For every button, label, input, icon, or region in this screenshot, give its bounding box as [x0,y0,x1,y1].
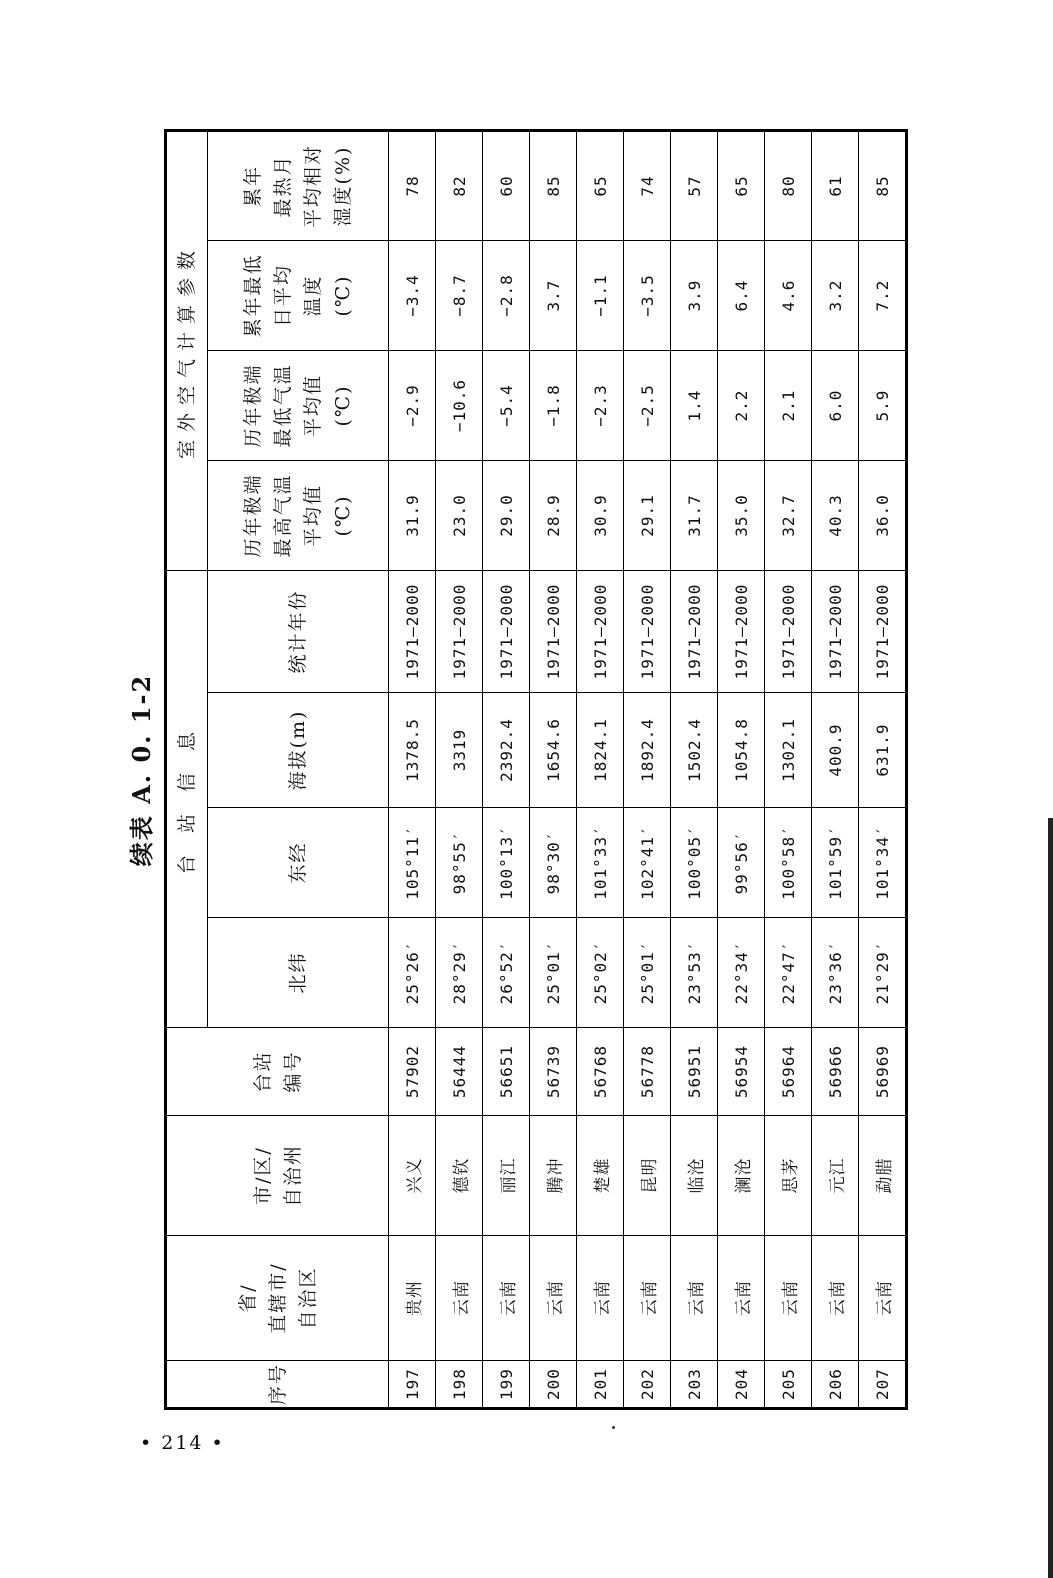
cell-city: 思茅 [765,1116,812,1236]
cell-tmin: −10.6 [436,351,483,461]
cell-longitude: 98°55′ [436,808,483,918]
cell-tmax: 32.7 [765,461,812,571]
cell-tmin: 1.4 [671,351,718,461]
cell-seq: 202 [624,1361,671,1409]
cell-tmin-daily: −8.7 [436,241,483,351]
cell-tmin-daily: 7.2 [859,241,907,351]
cell-station-id: 56444 [436,1028,483,1116]
cell-station-id: 56651 [483,1028,530,1116]
cell-longitude: 100°58′ [765,808,812,918]
header-province: 省/ 直辖市/ 自治区 [166,1236,389,1361]
table-row [530,131,577,1409]
cell-province: 云南 [530,1236,577,1361]
cell-longitude: 100°05′ [671,808,718,918]
cell-altitude: 1302.1 [765,693,812,808]
cell-tmax: 31.7 [671,461,718,571]
cell-longitude: 102°41′ [624,808,671,918]
cell-latitude: 28°29′ [436,918,483,1028]
table-title: 续表 A. 0. 1-2 [127,673,156,867]
cell-tmax: 40.3 [812,461,859,571]
cell-years: 1971—2000 [577,571,624,693]
cell-humidity: 85 [859,131,907,241]
cell-humidity: 57 [671,131,718,241]
cell-latitude: 23°53′ [671,918,718,1028]
cell-province: 云南 [718,1236,765,1361]
cell-latitude: 22°34′ [718,918,765,1028]
cell-tmax: 29.0 [483,461,530,571]
cell-years: 1971—2000 [483,571,530,693]
cell-years: 1971—2000 [389,571,436,693]
cell-tmin-daily: 6.4 [718,241,765,351]
cell-tmin: 2.2 [718,351,765,461]
cell-station-id: 56739 [530,1028,577,1116]
cell-altitude: 1054.8 [718,693,765,808]
cell-province: 云南 [577,1236,624,1361]
cell-humidity: 80 [765,131,812,241]
cell-province: 云南 [483,1236,530,1361]
cell-latitude: 23°36′ [812,918,859,1028]
cell-latitude: 25°26′ [389,918,436,1028]
cell-humidity: 61 [812,131,859,241]
cell-seq: 206 [812,1361,859,1409]
cell-longitude: 105°11′ [389,808,436,918]
cell-humidity: 60 [483,131,530,241]
cell-province: 云南 [812,1236,859,1361]
cell-tmin: −2.3 [577,351,624,461]
table-row [812,131,859,1409]
page-number: • 214 • [140,1432,225,1454]
cell-years: 1971—2000 [765,571,812,693]
cell-tmin-daily: 4.6 [765,241,812,351]
cell-city: 德钦 [436,1116,483,1236]
cell-province: 云南 [436,1236,483,1361]
header-altitude: 海拔(m) [208,693,389,808]
cell-tmax: 35.0 [718,461,765,571]
cell-station-id: 56778 [624,1028,671,1116]
cell-latitude: 25°01′ [624,918,671,1028]
table-row [436,131,483,1409]
cell-longitude: 101°33′ [577,808,624,918]
cell-latitude: 26°52′ [483,918,530,1028]
cell-tmin: −2.9 [389,351,436,461]
cell-tmin-daily: −2.8 [483,241,530,351]
cell-altitude: 1654.6 [530,693,577,808]
cell-seq: 200 [530,1361,577,1409]
cell-station-id: 56954 [718,1028,765,1116]
cell-longitude: 99°56′ [718,808,765,918]
cell-tmin-daily: −3.4 [389,241,436,351]
cell-latitude: 25°01′ [530,918,577,1028]
table-row [671,131,718,1409]
table-row [577,131,624,1409]
cell-years: 1971—2000 [718,571,765,693]
cell-years: 1971—2000 [812,571,859,693]
cell-tmin-daily: −1.1 [577,241,624,351]
cell-humidity: 74 [624,131,671,241]
cell-city: 腾冲 [530,1116,577,1236]
cell-tmax: 29.1 [624,461,671,571]
print-dot [612,1426,615,1429]
cell-city: 临沧 [671,1116,718,1236]
header-longitude: 东经 [208,808,389,918]
cell-tmax: 36.0 [859,461,907,571]
cell-seq: 198 [436,1361,483,1409]
cell-seq: 199 [483,1361,530,1409]
cell-years: 1971—2000 [671,571,718,693]
cell-station-id: 57902 [389,1028,436,1116]
cell-province: 云南 [671,1236,718,1361]
table-row [624,131,671,1409]
table-row [765,131,812,1409]
cell-altitude: 3319 [436,693,483,808]
table-row [483,131,530,1409]
header-humidity: 累年 最热月 平均相对 湿度(%) [208,131,389,241]
header-outdoor-params: 室外空气计算参数 [166,131,208,571]
header-station-id: 台站 编号 [166,1028,389,1116]
cell-tmin: −5.4 [483,351,530,461]
cell-altitude: 1502.4 [671,693,718,808]
cell-province: 云南 [859,1236,907,1361]
table-row [718,131,765,1409]
cell-tmin-daily: 3.7 [530,241,577,351]
cell-seq: 204 [718,1361,765,1409]
cell-altitude: 1892.4 [624,693,671,808]
cell-altitude: 1824.1 [577,693,624,808]
cell-station-id: 56951 [671,1028,718,1116]
header-station-info: 台 站 信 息 [166,571,208,1028]
cell-altitude: 1378.5 [389,693,436,808]
cell-tmax: 23.0 [436,461,483,571]
rotated-page [118,120,938,1420]
climate-table [164,129,908,1410]
cell-city: 勐腊 [859,1116,907,1236]
header-latitude: 北纬 [208,918,389,1028]
header-city: 市/区/ 自治州 [166,1116,389,1236]
page-edge-rule [1048,818,1053,1578]
header-years: 统计年份 [208,571,389,693]
header-tmin-daily: 累年最低 日平均 温度 (℃) [208,241,389,351]
cell-station-id: 56768 [577,1028,624,1116]
cell-years: 1971—2000 [624,571,671,693]
cell-altitude: 631.9 [859,693,907,808]
cell-latitude: 22°47′ [765,918,812,1028]
cell-years: 1971—2000 [530,571,577,693]
table-row [859,131,907,1409]
cell-latitude: 25°02′ [577,918,624,1028]
cell-years: 1971—2000 [859,571,907,693]
cell-seq: 197 [389,1361,436,1409]
cell-altitude: 400.9 [812,693,859,808]
cell-longitude: 101°59′ [812,808,859,918]
cell-city: 澜沧 [718,1116,765,1236]
cell-years: 1971—2000 [436,571,483,693]
cell-longitude: 98°30′ [530,808,577,918]
cell-province: 云南 [624,1236,671,1361]
cell-longitude: 101°34′ [859,808,907,918]
cell-humidity: 65 [718,131,765,241]
cell-city: 楚雄 [577,1116,624,1236]
cell-altitude: 2392.4 [483,693,530,808]
cell-latitude: 21°29′ [859,918,907,1028]
cell-station-id: 56966 [812,1028,859,1116]
cell-tmax: 30.9 [577,461,624,571]
cell-city: 兴义 [389,1116,436,1236]
cell-humidity: 78 [389,131,436,241]
cell-longitude: 100°13′ [483,808,530,918]
cell-seq: 203 [671,1361,718,1409]
cell-province: 云南 [765,1236,812,1361]
cell-tmin: −2.5 [624,351,671,461]
cell-tmin: 6.0 [812,351,859,461]
table-row [389,131,436,1409]
cell-seq: 205 [765,1361,812,1409]
cell-station-id: 56969 [859,1028,907,1116]
cell-tmin-daily: 3.9 [671,241,718,351]
cell-tmin-daily: 3.2 [812,241,859,351]
cell-province: 贵州 [389,1236,436,1361]
cell-tmax: 28.9 [530,461,577,571]
header-row-1 [166,131,208,1409]
cell-tmin: −1.8 [530,351,577,461]
header-tmin: 历年极端 最低气温 平均值 (℃) [208,351,389,461]
header-tmax: 历年极端 最高气温 平均值 (℃) [208,461,389,571]
cell-seq: 207 [859,1361,907,1409]
cell-city: 丽江 [483,1116,530,1236]
cell-tmin: 5.9 [859,351,907,461]
cell-humidity: 85 [530,131,577,241]
cell-station-id: 56964 [765,1028,812,1116]
cell-tmin-daily: −3.5 [624,241,671,351]
cell-tmax: 31.9 [389,461,436,571]
cell-tmin: 2.1 [765,351,812,461]
cell-city: 昆明 [624,1116,671,1236]
cell-humidity: 65 [577,131,624,241]
cell-humidity: 82 [436,131,483,241]
cell-seq: 201 [577,1361,624,1409]
cell-city: 元江 [812,1116,859,1236]
header-seq: 序号 [166,1361,389,1409]
